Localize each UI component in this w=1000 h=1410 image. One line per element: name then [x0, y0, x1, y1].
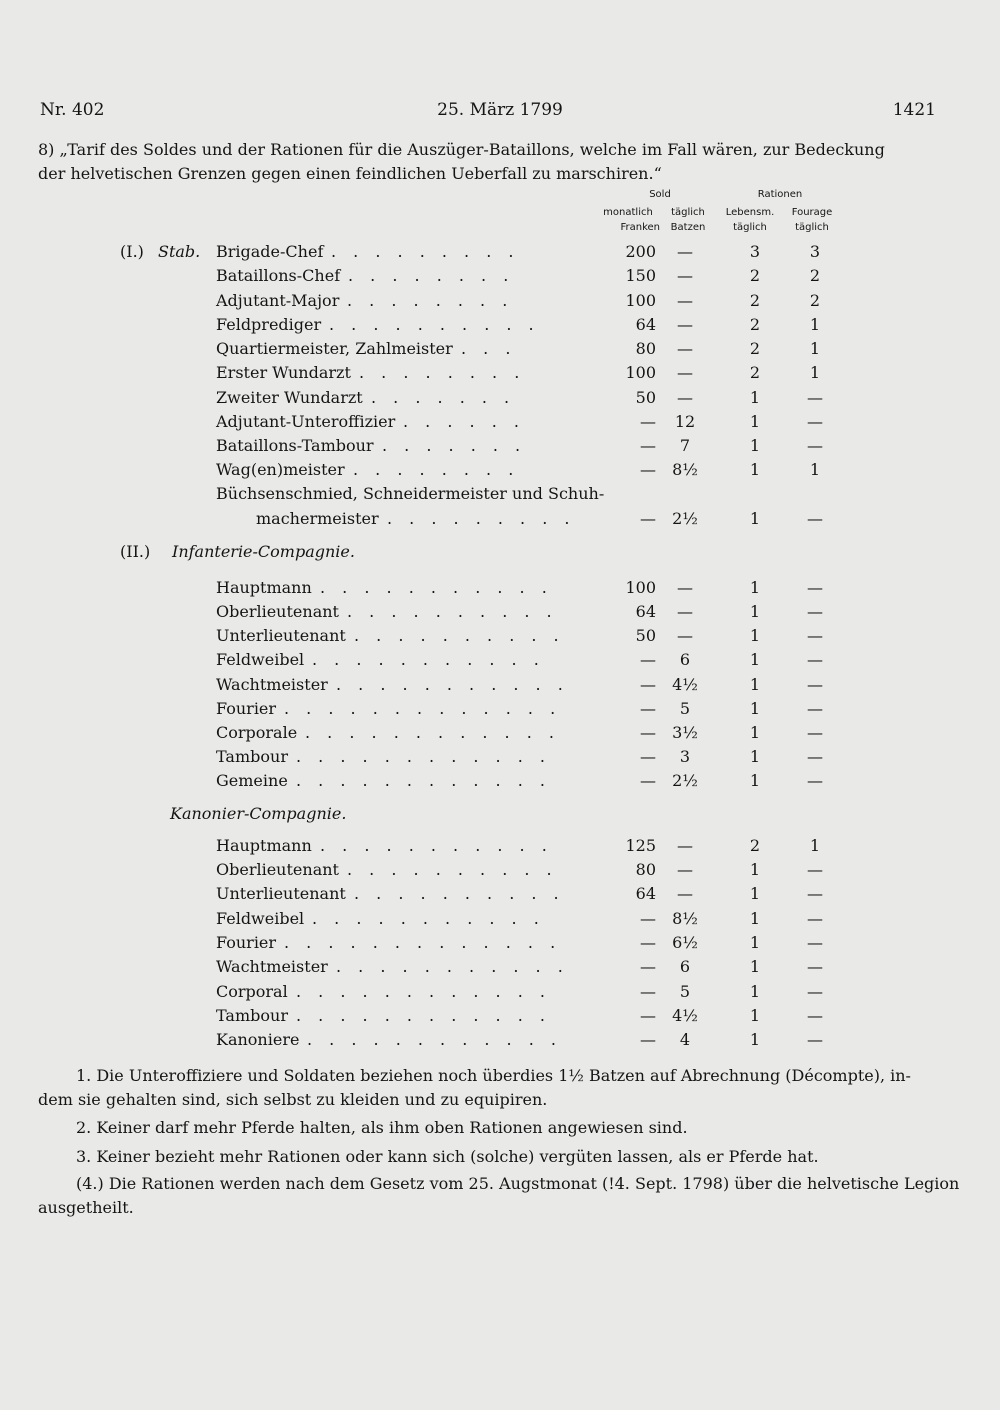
cell-fourage: 1: [809, 363, 821, 382]
leader-dots: . . . . . . . . . . . . .: [284, 933, 562, 952]
intro-line: der helvetischen Grenzen gegen einen feindlichen Ueberfall zu marschiren.“: [38, 164, 662, 183]
note-line: ausgetheilt.: [38, 1198, 134, 1217]
cell-franken: —: [640, 699, 656, 718]
cell-batzen: 7: [679, 436, 691, 455]
leader-dots: . . . . . . . . . . . .: [296, 771, 551, 790]
cell-franken: 80: [635, 339, 656, 358]
cell-lebensmittel: 2: [749, 363, 761, 382]
section-infanterie: [0, 542, 1000, 566]
note-line: (4.) Die Rationen werden nach dem Gesetz vom 25. Augstmonat (!4. Sept. 1798) über die helvetische Legion: [76, 1174, 960, 1193]
cell-franken: —: [640, 1006, 656, 1025]
cell-batzen: 3½: [672, 723, 698, 742]
leader-dots: . . . . . . . . . . . .: [305, 723, 560, 742]
cell-lebensmittel: 1: [749, 388, 761, 407]
leader-dots: . . . . . . . . . .: [354, 626, 565, 645]
cell-franken: 125: [625, 836, 656, 855]
note-line: dem sie gehalten sind, sich selbst zu kleiden und zu equipiren.: [38, 1090, 548, 1109]
cell-franken: 100: [625, 363, 656, 382]
row-label: Hauptmann: [216, 836, 312, 855]
cell-franken: —: [640, 723, 656, 742]
cell-franken: —: [640, 747, 656, 766]
cell-batzen: 6: [679, 650, 691, 669]
cell-franken: 50: [635, 388, 656, 407]
cell-batzen: —: [677, 242, 693, 261]
leader-dots: . . . . . . . .: [353, 460, 520, 479]
cell-lebensmittel: 1: [749, 412, 761, 431]
row-label: Tambour: [216, 1006, 288, 1025]
note-line: 3. Keiner bezieht mehr Rationen oder kann sich (solche) vergüten lassen, als er Pferde hat.: [76, 1147, 819, 1166]
cell-lebensmittel: 1: [749, 509, 761, 528]
row-label: Wachtmeister: [216, 675, 328, 694]
cell-franken: —: [640, 650, 656, 669]
column-group-rationen: Rationen: [757, 189, 803, 200]
cell-fourage: —: [807, 388, 823, 407]
cell-franken: —: [640, 957, 656, 976]
table-row: [0, 836, 1000, 860]
cell-fourage: —: [807, 884, 823, 903]
cell-batzen: —: [677, 339, 693, 358]
cell-lebensmittel: 2: [749, 339, 761, 358]
leader-dots: . . . . . . . . . . . . .: [284, 699, 562, 718]
cell-fourage: —: [807, 1030, 823, 1049]
cell-fourage: —: [807, 957, 823, 976]
cell-franken: —: [640, 933, 656, 952]
row-label: Erster Wundarzt: [216, 363, 351, 382]
table-row: [0, 933, 1000, 957]
cell-lebensmittel: 1: [749, 626, 761, 645]
leader-dots: . . . . . . . . . . . .: [296, 982, 551, 1001]
leader-dots: . . . . . .: [403, 412, 525, 431]
row-label: Bataillons-Chef: [216, 266, 341, 285]
table-row: [0, 650, 1000, 674]
cell-lebensmittel: 1: [749, 884, 761, 903]
row-label: Adjutant-Unteroffizier: [216, 412, 396, 431]
column-header-line: Franken: [620, 222, 660, 233]
table-row: [0, 699, 1000, 723]
row-label: Unterlieutenant: [216, 626, 346, 645]
column-header-line: täglich: [733, 222, 767, 233]
row-label: Kanoniere: [216, 1030, 300, 1049]
row-label: Brigade-Chef: [216, 242, 324, 261]
cell-lebensmittel: 2: [749, 266, 761, 285]
section-title: Infanterie-Compagnie.: [172, 542, 355, 561]
column-header-line: Lebensm.: [725, 207, 775, 218]
note-3: [38, 1145, 938, 1169]
section-title: Stab.: [158, 242, 201, 261]
leader-dots: . . . . . . . .: [359, 363, 526, 382]
cell-fourage: —: [807, 650, 823, 669]
cell-batzen: 12: [674, 412, 696, 431]
cell-fourage: —: [807, 723, 823, 742]
table-row: [0, 509, 1000, 533]
intro-paragraph: [38, 138, 938, 186]
cell-franken: 50: [635, 626, 656, 645]
cell-franken: —: [640, 436, 656, 455]
cell-lebensmittel: 1: [749, 982, 761, 1001]
leader-dots: . . . . . . . . . . . .: [296, 747, 551, 766]
section-number: (II.): [120, 542, 151, 561]
cell-batzen: 5: [679, 699, 691, 718]
cell-franken: —: [640, 982, 656, 1001]
column-header-lebensmittel: [720, 207, 780, 233]
cell-fourage: 1: [809, 836, 821, 855]
leader-dots: . . . . . . . .: [347, 291, 514, 310]
cell-lebensmittel: 1: [749, 675, 761, 694]
cell-lebensmittel: 1: [749, 650, 761, 669]
cell-fourage: —: [807, 675, 823, 694]
cell-franken: 64: [635, 315, 656, 334]
cell-lebensmittel: 1: [749, 699, 761, 718]
cell-lebensmittel: 1: [749, 747, 761, 766]
cell-batzen: 5: [679, 982, 691, 1001]
cell-fourage: 1: [809, 460, 821, 479]
cell-franken: 200: [625, 242, 656, 261]
cell-franken: 64: [635, 884, 656, 903]
cell-fourage: —: [807, 509, 823, 528]
row-label: Quartiermeister, Zahlmeister: [216, 339, 453, 358]
page-number: 1421: [892, 100, 936, 120]
cell-batzen: —: [677, 266, 693, 285]
note-1: [38, 1064, 938, 1112]
leader-dots: . . . . . . .: [371, 388, 516, 407]
cell-batzen: —: [677, 315, 693, 334]
cell-franken: 100: [625, 578, 656, 597]
row-label: Feldweibel: [216, 909, 305, 928]
section-title: Kanonier-Compagnie.: [170, 804, 347, 823]
cell-batzen: 3: [679, 747, 691, 766]
table-row: [0, 412, 1000, 436]
cell-franken: —: [640, 1030, 656, 1049]
cell-fourage: —: [807, 933, 823, 952]
column-header-line: Batzen: [670, 222, 706, 233]
cell-fourage: —: [807, 602, 823, 621]
cell-batzen: 2½: [672, 771, 698, 790]
section-kanonier: [0, 804, 1000, 828]
table-row: [0, 957, 1000, 981]
table-row: [0, 363, 1000, 387]
cell-lebensmittel: 3: [749, 242, 761, 261]
leader-dots: . . . . . . . . . . .: [336, 675, 569, 694]
note-2: [38, 1116, 938, 1140]
column-header-line: täglich: [795, 222, 829, 233]
cell-fourage: —: [807, 909, 823, 928]
table-row: [0, 460, 1000, 484]
cell-lebensmittel: 2: [749, 836, 761, 855]
table-row: [0, 388, 1000, 412]
table-row: [0, 1030, 1000, 1054]
row-label: Gemeine: [216, 771, 288, 790]
row-label: Corporale: [216, 723, 298, 742]
cell-franken: 100: [625, 291, 656, 310]
cell-batzen: 8½: [672, 909, 698, 928]
cell-fourage: —: [807, 699, 823, 718]
row-label: Büchsenschmied, Schneidermeister und Schuh-: [216, 484, 605, 503]
leader-dots: . . . . . . . . . . .: [320, 578, 553, 597]
column-header-franken: [596, 207, 660, 233]
cell-lebensmittel: 1: [749, 909, 761, 928]
leader-dots: . . . . . . . . .: [387, 509, 576, 528]
cell-batzen: 2½: [672, 509, 698, 528]
table-row: [0, 315, 1000, 339]
leader-dots: . . . . . . . .: [348, 266, 515, 285]
cell-lebensmittel: 1: [749, 436, 761, 455]
cell-fourage: 1: [809, 315, 821, 334]
leader-dots: . . . . . . . . .: [331, 242, 520, 261]
cell-batzen: 8½: [672, 460, 698, 479]
leader-dots: . . . . . . . . . . .: [312, 909, 545, 928]
cell-franken: 64: [635, 602, 656, 621]
cell-franken: —: [640, 460, 656, 479]
cell-lebensmittel: 1: [749, 578, 761, 597]
table-row: [0, 982, 1000, 1006]
cell-batzen: —: [677, 602, 693, 621]
intro-line: 8) „Tarif des Soldes und der Rationen für die Auszüger-Bataillons, welche im Fall wären, zur Bedeckung: [38, 140, 885, 159]
cell-fourage: —: [807, 860, 823, 879]
note-line: 2. Keiner darf mehr Pferde halten, als ihm oben Rationen angewiesen sind.: [76, 1118, 688, 1137]
cell-batzen: —: [677, 363, 693, 382]
cell-batzen: 6½: [672, 933, 698, 952]
cell-lebensmittel: 1: [749, 460, 761, 479]
cell-batzen: —: [677, 578, 693, 597]
cell-fourage: 1: [809, 339, 821, 358]
leader-dots: . . . . . . . . . . .: [312, 650, 545, 669]
cell-fourage: —: [807, 1006, 823, 1025]
row-label: Hauptmann: [216, 578, 312, 597]
table-row: [0, 909, 1000, 933]
cell-fourage: 3: [809, 242, 821, 261]
cell-franken: —: [640, 909, 656, 928]
table-row: [0, 602, 1000, 626]
row-label: Feldprediger: [216, 315, 322, 334]
cell-lebensmittel: 2: [749, 291, 761, 310]
cell-franken: —: [640, 771, 656, 790]
cell-lebensmittel: 1: [749, 771, 761, 790]
cell-batzen: —: [677, 860, 693, 879]
leader-dots: . . . . . . . . . .: [347, 602, 558, 621]
leader-dots: . . . . . . .: [382, 436, 527, 455]
leader-dots: . . . . . . . . . . . .: [296, 1006, 551, 1025]
row-label: Fourier: [216, 933, 277, 952]
cell-lebensmittel: 1: [749, 1030, 761, 1049]
row-label: Feldweibel: [216, 650, 305, 669]
cell-fourage: —: [807, 982, 823, 1001]
document-date: 25. März 1799: [437, 100, 563, 120]
cell-batzen: 6: [679, 957, 691, 976]
leader-dots: . . . . . . . . . . .: [336, 957, 569, 976]
cell-batzen: —: [677, 388, 693, 407]
cell-fourage: —: [807, 771, 823, 790]
row-label: Adjutant-Major: [216, 291, 340, 310]
leader-dots: . . . . . . . . . .: [329, 315, 540, 334]
cell-lebensmittel: 1: [749, 933, 761, 952]
table-row: [0, 242, 1000, 266]
cell-lebensmittel: 1: [749, 602, 761, 621]
cell-fourage: —: [807, 436, 823, 455]
row-label: Zweiter Wundarzt: [216, 388, 363, 407]
column-header-line: täglich: [671, 207, 705, 218]
column-header-batzen: [660, 207, 716, 233]
column-header-fourage: [782, 207, 842, 233]
table-row: [0, 747, 1000, 771]
cell-batzen: 4: [679, 1030, 691, 1049]
leader-dots: . . . . . . . . . .: [354, 884, 565, 903]
cell-franken: —: [640, 675, 656, 694]
table-row: [0, 1006, 1000, 1030]
row-label: Unterlieutenant: [216, 884, 346, 903]
table-row: [0, 771, 1000, 795]
cell-franken: —: [640, 412, 656, 431]
leader-dots: . . .: [461, 339, 517, 358]
table-row: [0, 436, 1000, 460]
cell-lebensmittel: 1: [749, 860, 761, 879]
column-header-line: monatlich: [603, 207, 653, 218]
document-number: Nr. 402: [40, 100, 105, 120]
table-row: [0, 723, 1000, 747]
cell-batzen: —: [677, 291, 693, 310]
cell-batzen: 4½: [672, 675, 698, 694]
row-label: Tambour: [216, 747, 288, 766]
cell-lebensmittel: 2: [749, 315, 761, 334]
row-label: Wachtmeister: [216, 957, 328, 976]
table-row: [0, 675, 1000, 699]
cell-fourage: 2: [809, 291, 821, 310]
row-label: Oberlieutenant: [216, 602, 339, 621]
table-row: [0, 339, 1000, 363]
cell-franken: —: [640, 509, 656, 528]
table-row: [0, 291, 1000, 315]
row-label: Wag(en)meister: [216, 460, 345, 479]
row-label: machermeister: [256, 509, 379, 528]
section-number: (I.): [120, 242, 144, 261]
leader-dots: . . . . . . . . . . . .: [307, 1030, 562, 1049]
cell-fourage: —: [807, 747, 823, 766]
cell-batzen: 4½: [672, 1006, 698, 1025]
leader-dots: . . . . . . . . . .: [347, 860, 558, 879]
note-4: [38, 1172, 960, 1220]
cell-lebensmittel: 1: [749, 1006, 761, 1025]
column-header-line: Fourage: [791, 207, 833, 218]
cell-batzen: —: [677, 884, 693, 903]
table-row: [0, 266, 1000, 290]
table-row: [0, 484, 1000, 508]
cell-franken: 150: [625, 266, 656, 285]
cell-batzen: —: [677, 836, 693, 855]
note-line: 1. Die Unteroffiziere und Soldaten beziehen noch überdies 1½ Batzen auf Abrechnung (Décompte), in-: [76, 1066, 911, 1085]
cell-fourage: 2: [809, 266, 821, 285]
cell-batzen: —: [677, 626, 693, 645]
leader-dots: . . . . . . . . . . .: [320, 836, 553, 855]
row-label: Corporal: [216, 982, 288, 1001]
row-label: Bataillons-Tambour: [216, 436, 374, 455]
row-label: Fourier: [216, 699, 277, 718]
cell-fourage: —: [807, 578, 823, 597]
column-group-sold: Sold: [649, 189, 671, 200]
cell-fourage: —: [807, 412, 823, 431]
table-row: [0, 884, 1000, 908]
table-row: [0, 578, 1000, 602]
cell-lebensmittel: 1: [749, 957, 761, 976]
cell-fourage: —: [807, 626, 823, 645]
table-row: [0, 626, 1000, 650]
cell-franken: 80: [635, 860, 656, 879]
table-row: [0, 860, 1000, 884]
row-label: Oberlieutenant: [216, 860, 339, 879]
cell-lebensmittel: 1: [749, 723, 761, 742]
